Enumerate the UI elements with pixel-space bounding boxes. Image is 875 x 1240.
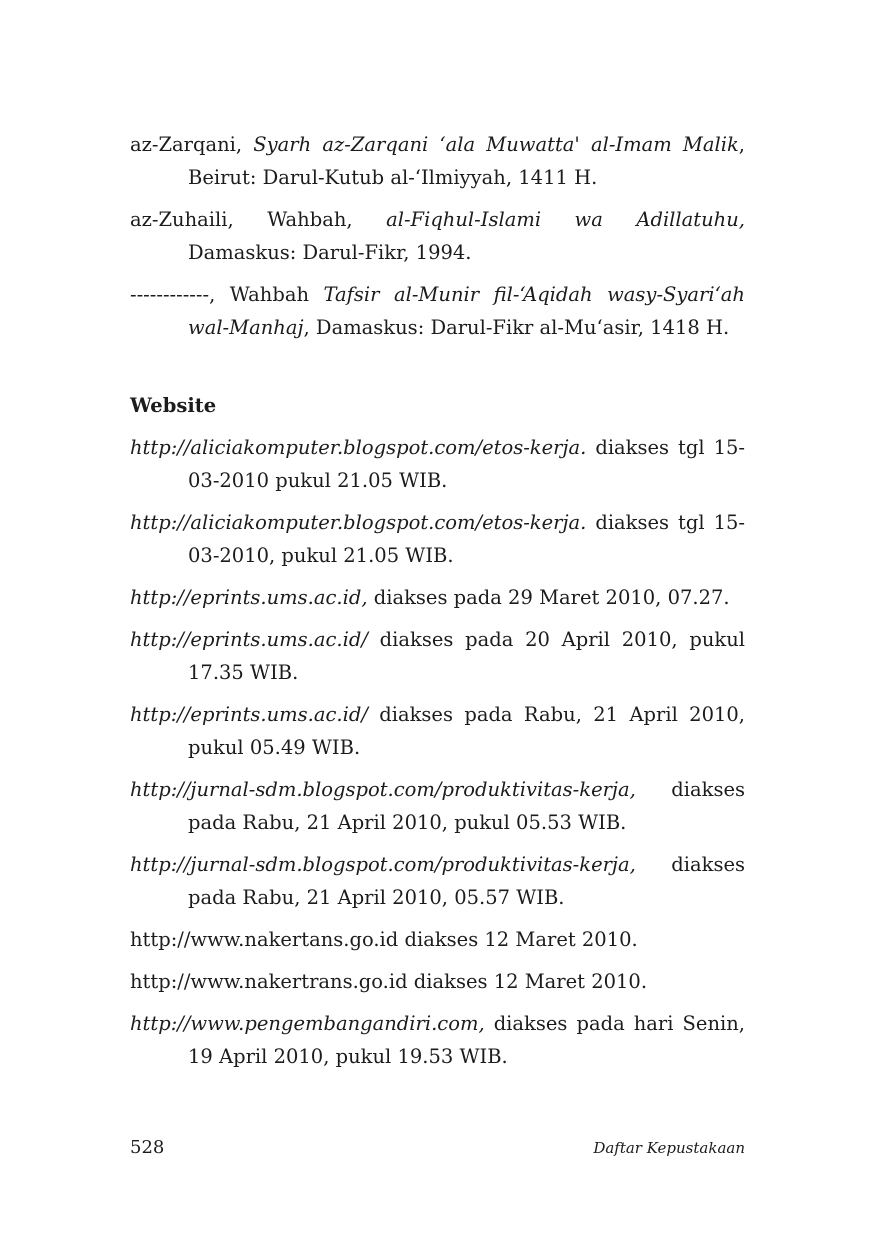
- website-url[interactable]: http://eprints.ums.ac.id/: [130, 628, 368, 651]
- access-date: diakses tgl 15-03-2010 pukul 21.05 WIB.: [188, 436, 745, 492]
- entry-publication: , Damaskus: Darul-Fikr al-Mu‘asir, 1418 H.: [303, 316, 730, 339]
- bibliography-entry: [130, 278, 745, 344]
- access-date: diakses pada Rabu, 21 April 2010, pukul 05.49 WIB.: [188, 703, 745, 759]
- entry-title: al-Fiqhul-Islami wa Adillatuhu,: [386, 208, 745, 231]
- bibliography-entry: [130, 203, 745, 269]
- entry-author: az-Zuhaili, Wahbah,: [130, 208, 387, 231]
- website-url[interactable]: http://www.pengembangandiri.com,: [130, 1012, 485, 1035]
- website-entry: [130, 431, 745, 497]
- website-entry: [130, 848, 745, 914]
- entry-title: Syarh az-Zarqani ‘ala Muwatta' al-Imam Malik: [253, 133, 739, 156]
- entry-author: ------------, Wahbah: [130, 283, 324, 306]
- section-heading-website: Website: [130, 394, 217, 417]
- website-entry: [130, 965, 745, 998]
- bibliography-entry: [130, 128, 745, 194]
- running-title: Daftar Kepustakaan: [593, 1139, 745, 1157]
- access-date: diakses pada Rabu, 21 April 2010, 05.57 WIB.: [188, 853, 745, 909]
- website-url[interactable]: http://www.nakertrans.go.id: [130, 970, 408, 993]
- access-date: diakses pada Rabu, 21 April 2010, pukul 05.53 WIB.: [188, 778, 745, 834]
- website-url[interactable]: http://www.nakertans.go.id: [130, 928, 399, 951]
- entry-title: Tafsir al-Munir fil-‘Aqidah wasy-Syari‘ah wal-Manhaj: [188, 283, 745, 339]
- access-date: diakses tgl 15-03-2010, pukul 21.05 WIB.: [188, 511, 745, 567]
- website-entry: [130, 923, 745, 956]
- website-url[interactable]: http://eprints.ums.ac.id,: [130, 586, 368, 609]
- website-url[interactable]: http://jurnal-sdm.blogspot.com/produktivitas-kerja,: [130, 853, 636, 876]
- website-url[interactable]: http://jurnal-sdm.blogspot.com/produktivitas-kerja,: [130, 778, 636, 801]
- website-entry: [130, 1007, 745, 1073]
- website-entry: [130, 506, 745, 572]
- page-number: 528: [130, 1137, 165, 1158]
- website-url[interactable]: http://aliciakomputer.blogspot.com/etos-kerja.: [130, 436, 587, 459]
- page-footer: [130, 1137, 745, 1158]
- access-date: diakses pada 29 Maret 2010, 07.27.: [367, 586, 730, 609]
- website-url[interactable]: http://eprints.ums.ac.id/: [130, 703, 368, 726]
- website-entry: [130, 581, 745, 614]
- entry-publication: Damaskus: Darul-Fikr, 1994.: [188, 241, 472, 264]
- access-date: diakses pada 20 April 2010, pukul 17.35 WIB.: [188, 628, 745, 684]
- website-entry: [130, 698, 745, 764]
- access-date: diakses 12 Maret 2010.: [407, 970, 648, 993]
- entry-publication: , Beirut: Darul-Kutub al-‘Ilmiyyah, 1411 H.: [188, 133, 745, 189]
- entry-author: az-Zarqani,: [130, 133, 254, 156]
- website-entry: [130, 773, 745, 839]
- bibliography-page: [130, 128, 745, 1082]
- access-date: diakses 12 Maret 2010.: [398, 928, 638, 951]
- access-date: diakses pada hari Senin, 19 April 2010, pukul 19.53 WIB.: [188, 1012, 745, 1068]
- website-entry: [130, 623, 745, 689]
- website-url[interactable]: http://aliciakomputer.blogspot.com/etos-kerja.: [130, 511, 587, 534]
